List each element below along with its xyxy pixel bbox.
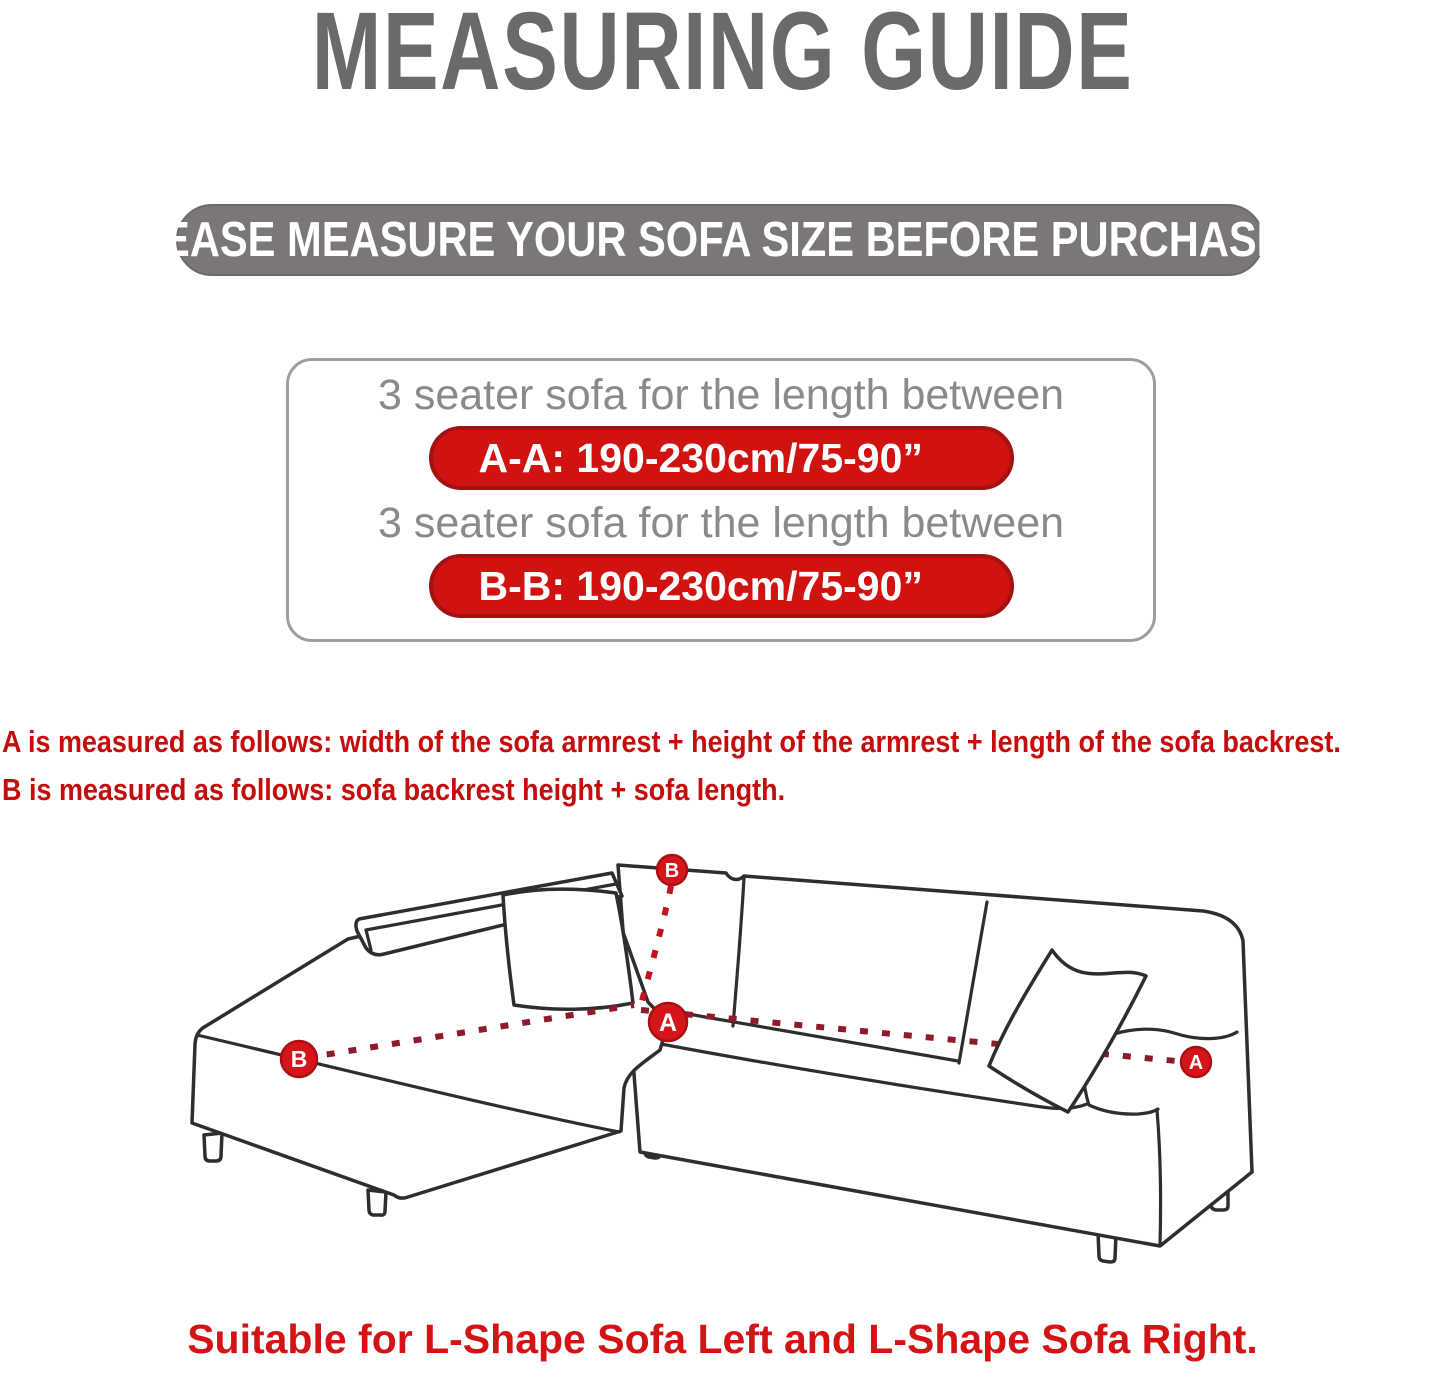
size-row-label: 3 seater sofa for the length between (377, 370, 1065, 419)
sofa-main-outline (618, 865, 1252, 1246)
svg-text:B: B (664, 860, 680, 882)
banner-text: PLEASE MEASURE YOUR SOFA SIZE BEFORE PURCHASING (109, 213, 1331, 267)
svg-text:B: B (290, 1046, 308, 1072)
size-pill-bb (429, 554, 1014, 618)
size-row-label: 3 seater sofa for the length between (377, 499, 1065, 547)
size-pill-bb-text: B-B: 190-230cm/75-90” (478, 562, 923, 609)
footer-suitability-text: Suitable for L-Shape Sofa Left and L-Shape Sofa Right. (187, 1316, 1258, 1362)
sofa-measuring-diagram (0, 820, 1445, 1290)
page-title-text: MEASURING GUIDE (311, 0, 1134, 113)
svg-text:A: A (658, 1009, 678, 1037)
marker-b-top (657, 855, 687, 885)
marker-a-right (1181, 1047, 1211, 1077)
corner-pillow (503, 889, 633, 1009)
page-title (0, 0, 1445, 113)
marker-b-left (281, 1041, 317, 1077)
size-pill-aa-text: A-A: 190-230cm/75-90” (478, 434, 923, 481)
marker-a-corner (649, 1003, 687, 1041)
note-measure-a: A is measured as follows: width of the sofa armrest + height of the armrest + length of the sofa backrest. (2, 724, 1341, 759)
note-measure-b: B is measured as follows: sofa backrest height + sofa length. (2, 772, 786, 807)
measure-warning-banner (109, 204, 1331, 276)
size-info-box (286, 358, 1156, 642)
size-pill-aa (429, 426, 1014, 490)
svg-text:A: A (1188, 1052, 1204, 1074)
